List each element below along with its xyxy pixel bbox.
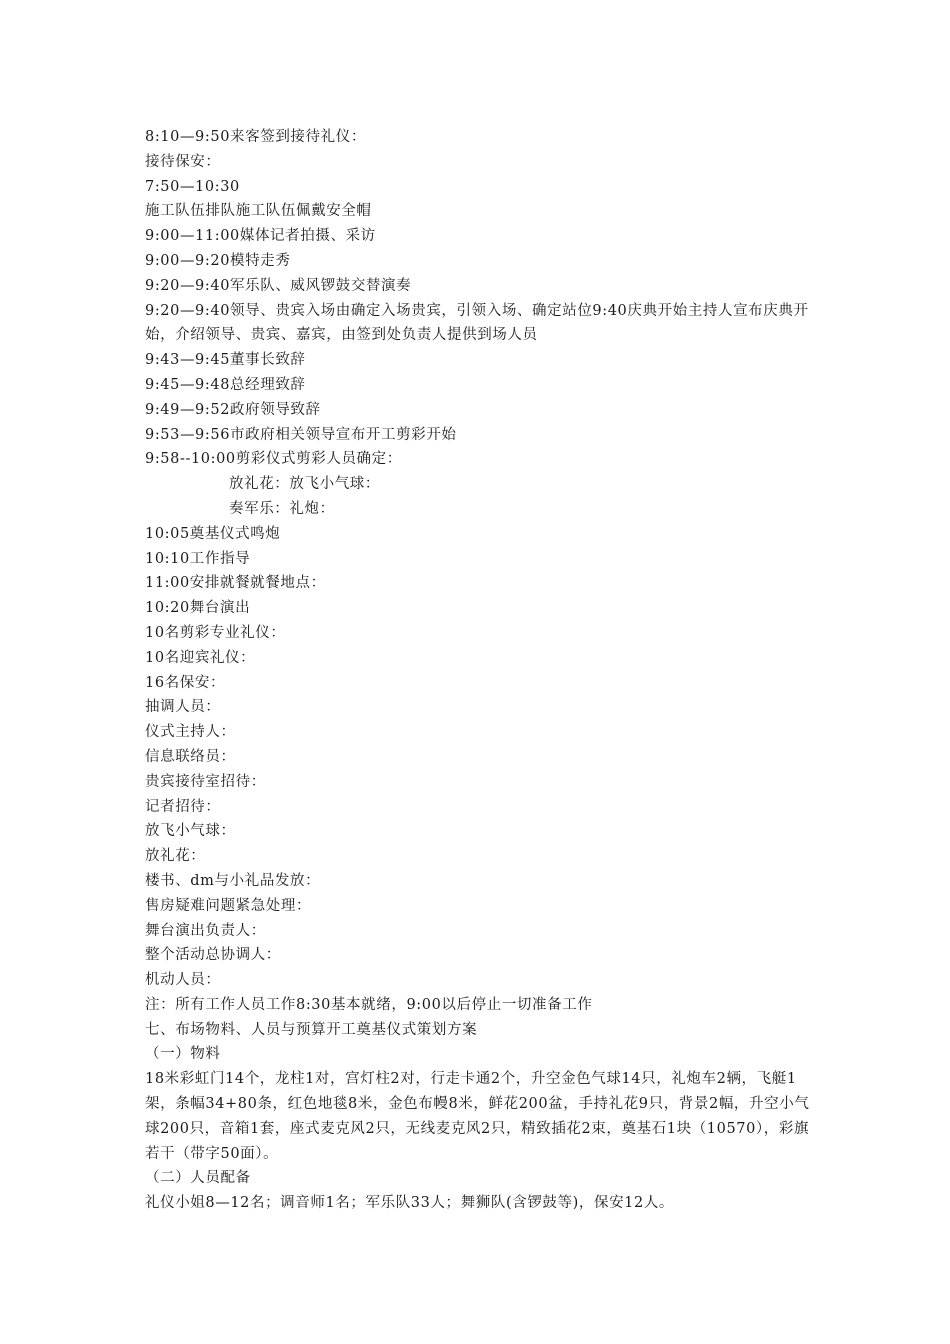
subsection-heading: （二）人员配备	[145, 1170, 251, 1187]
staffing-paragraph: 礼仪小姐8—12名；调音师1名；军乐队33人；舞狮队(含锣鼓等)，保安12人。	[145, 1195, 675, 1212]
schedule-line: 11:00安排就餐就餐地点：	[145, 575, 326, 592]
staff-line: 抽调人员：	[145, 699, 221, 716]
staff-line: 舞台演出负责人：	[145, 922, 266, 939]
schedule-line: 10:10工作指导	[145, 550, 251, 567]
staff-line: 贵宾接待室招待：	[145, 773, 266, 790]
indented-line: 放礼花：放飞小气球：	[229, 476, 380, 493]
schedule-line: 9:43—9:45董事长致辞	[145, 352, 306, 369]
section-heading: 七、布场物料、人员与预算开工奠基仪式策划方案	[145, 1021, 478, 1038]
staff-line: 楼书、dm与小礼品发放：	[145, 872, 321, 889]
staff-line: 信息联络员：	[145, 748, 236, 765]
schedule-line: 7:50—10:30	[145, 178, 240, 195]
document-body	[145, 125, 815, 1216]
staff-line: 放飞小气球：	[145, 823, 236, 840]
subsection-heading: （一）物料	[145, 1046, 221, 1063]
schedule-line: 施工队伍排队施工队伍佩戴安全帽	[145, 203, 372, 220]
indented-line: 奏军乐：礼炮：	[229, 500, 335, 517]
staff-line: 记者招待：	[145, 798, 221, 815]
schedule-line: 10:20舞台演出	[145, 600, 251, 617]
schedule-line: 9:58--10:00剪彩仪式剪彩人员确定：	[145, 451, 402, 468]
materials-paragraph: 18米彩虹门14个，龙柱1对，宫灯柱2对，行走卡通2个，升空金色气球14只，礼炮车2辆，飞艇1架，条幅34+80条，红色地毯8米，金色布幔8米，鲜花200盆，手持礼花9只，背景2幅，升空小气球200只，音箱1套，座式麦克风2只，无线麦克风2只，精致插花2束，奠基石1块（10570），彩旗若干（带字50面）。	[145, 1071, 810, 1162]
staff-line: 机动人员：	[145, 972, 221, 989]
staff-line: 16名保安：	[145, 674, 226, 691]
schedule-line: 9:53—9:56市政府相关领导宣布开工剪彩开始	[145, 426, 457, 443]
schedule-line: 9:00—11:00媒体记者拍摄、采访	[145, 228, 376, 245]
staff-line: 10名剪彩专业礼仪：	[145, 624, 286, 641]
schedule-line: 9:49—9:52政府领导致辞	[145, 401, 321, 418]
schedule-line: 9:45—9:48总经理致辞	[145, 376, 306, 393]
staff-line: 放礼花：	[145, 848, 206, 865]
staff-line: 整个活动总协调人：	[145, 947, 281, 964]
staff-line: 10名迎宾礼仪：	[145, 649, 256, 666]
staff-line: 仪式主持人：	[145, 724, 236, 741]
schedule-line: 9:00—9:20模特走秀	[145, 252, 291, 269]
schedule-line: 8:10—9:50来客签到接待礼仪：	[145, 129, 366, 145]
staff-line: 售房疑难问题紧急处理：	[145, 897, 312, 914]
note-line: 注：所有工作人员工作8:30基本就绪，9:00以后停止一切准备工作	[145, 996, 593, 1013]
schedule-line: 接待保安：	[145, 153, 221, 170]
schedule-line: 10:05奠基仪式鸣炮	[145, 525, 281, 542]
schedule-line: 9:20—9:40军乐队、威风锣鼓交替演奏	[145, 277, 412, 294]
schedule-paragraph: 9:20—9:40领导、贵宾入场由确定入场贵宾，引领入场、确定站位9:40庆典开始主持人宣布庆典开始，介绍领导、贵宾、嘉宾，由签到处负责人提供到场人员	[145, 302, 809, 344]
